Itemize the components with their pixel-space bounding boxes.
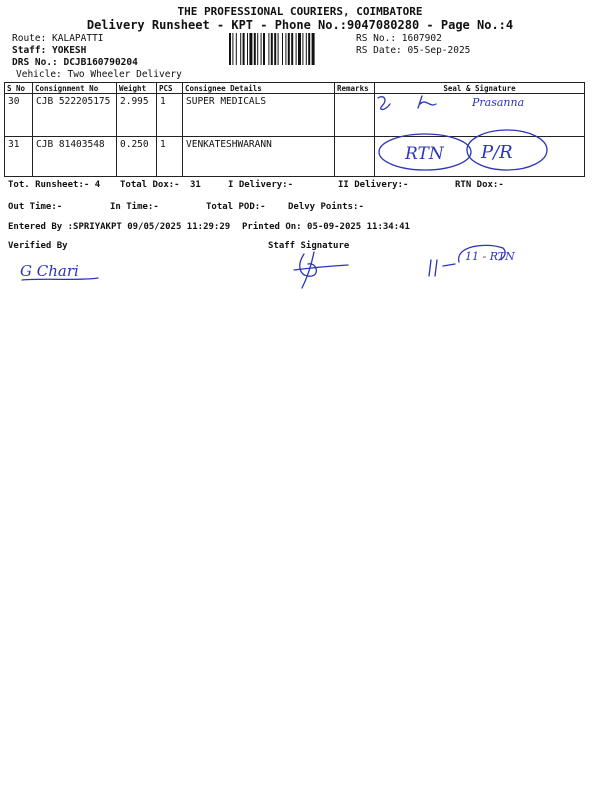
delvy-points: Delvy Points:- bbox=[288, 202, 364, 212]
barcode-bar bbox=[312, 33, 315, 65]
svg-text:P/R: P/R bbox=[481, 142, 513, 163]
i-delivery: I Delivery:- bbox=[228, 180, 294, 190]
tot-runsheet: Tot. Runsheet:- 4 bbox=[8, 180, 101, 190]
out-time: Out Time:- bbox=[8, 202, 63, 212]
col-header-pcs: PCS bbox=[157, 83, 183, 94]
staff-signature-scribble bbox=[290, 248, 360, 293]
row-remarks bbox=[335, 137, 375, 177]
row-consignee: VENKATESHWARANN bbox=[183, 137, 335, 177]
svg-text:Prasanna: Prasanna bbox=[472, 96, 525, 109]
staff-signature-label: Staff Signature bbox=[268, 241, 350, 251]
row-weight: 0.250 bbox=[117, 137, 157, 177]
row-weight: 2.995 bbox=[117, 94, 157, 137]
printed-on: Printed On: 05-09-2025 11:34:41 bbox=[242, 222, 410, 232]
barcode-bar bbox=[240, 33, 241, 65]
col-header-remarks: Remarks bbox=[335, 83, 375, 94]
entered-by: Entered By :SPRIYAKPT 09/05/2025 11:29:29 bbox=[8, 222, 231, 232]
barcode-bar bbox=[268, 33, 269, 65]
row-consignment: CJB 81403548 bbox=[33, 137, 117, 177]
barcode-bar bbox=[254, 33, 256, 65]
barcode-bar bbox=[308, 33, 310, 65]
rtn-dox: RTN Dox:- bbox=[455, 180, 504, 190]
company-title: THE PROFESSIONAL COURIERS, COIMBATORE bbox=[177, 5, 423, 18]
svg-text:11 - RTN: 11 - RTN bbox=[465, 250, 515, 263]
drs-number: DRS No.: DCJB160790204 bbox=[12, 57, 138, 68]
barcode-bar bbox=[278, 33, 279, 65]
col-header-seal: Seal & Signature bbox=[375, 83, 585, 94]
barcode-bar bbox=[247, 33, 248, 65]
barcode-bar bbox=[285, 33, 286, 65]
verifier-signature bbox=[18, 256, 108, 286]
barcode-bar bbox=[274, 33, 276, 65]
rs-date: RS Date: 05-Sep-2025 bbox=[356, 45, 471, 56]
verified-by-label: Verified By bbox=[8, 241, 68, 251]
barcode-bar bbox=[302, 33, 303, 65]
ii-delivery: II Delivery:- bbox=[338, 180, 409, 190]
col-header-consignee: Consignee Details bbox=[183, 83, 335, 94]
rs-number: RS No.: 1607902 bbox=[356, 33, 442, 44]
total-dox-value: 31 bbox=[190, 180, 201, 190]
row-pcs: 1 bbox=[157, 137, 183, 177]
rtn-stamp-scribble bbox=[375, 126, 555, 186]
staff-label: Staff: YOKESH bbox=[12, 45, 87, 56]
col-header-sno: S No bbox=[5, 83, 33, 94]
barcode-bar bbox=[288, 33, 290, 65]
row-consignee: SUPER MEDICALS bbox=[183, 94, 335, 137]
barcode-bar bbox=[232, 33, 233, 65]
svg-text:G Chari: G Chari bbox=[20, 262, 79, 280]
vehicle-label: Vehicle: Two Wheeler Delivery bbox=[16, 69, 182, 80]
total-pod: Total POD:- bbox=[206, 202, 266, 212]
barcode-bar bbox=[296, 33, 297, 65]
barcode-bar bbox=[306, 33, 307, 65]
row-sno: 31 bbox=[5, 137, 33, 177]
svg-text:RTN: RTN bbox=[405, 144, 444, 164]
runsheet-title: Delivery Runsheet - KPT - Phone No.:9047080280 - Page No.:4 bbox=[86, 18, 514, 32]
barcode-bar bbox=[229, 33, 231, 65]
row-sno: 30 bbox=[5, 94, 33, 137]
rtn-count-note bbox=[425, 236, 525, 281]
barcode-bar bbox=[298, 33, 301, 65]
route-label: Route: KALAPATTI bbox=[12, 33, 104, 44]
col-header-weight: Weight bbox=[117, 83, 157, 94]
barcode-bar bbox=[257, 33, 258, 65]
barcode-bar bbox=[249, 33, 252, 65]
barcode-bar bbox=[263, 33, 265, 65]
in-time: In Time:- bbox=[110, 202, 159, 212]
col-header-consignment: Consignment No bbox=[33, 83, 117, 94]
total-dox-label: Total Dox:- bbox=[120, 180, 180, 190]
barcode-bar bbox=[282, 33, 283, 65]
row-pcs: 1 bbox=[157, 94, 183, 137]
barcode-image bbox=[228, 33, 350, 65]
barcode-bar bbox=[243, 33, 245, 65]
row-remarks bbox=[335, 94, 375, 137]
barcode-bar bbox=[291, 33, 293, 65]
barcode-bar bbox=[236, 33, 237, 65]
row1-handwritten-note bbox=[470, 92, 560, 116]
barcode-bar bbox=[271, 33, 273, 65]
row-consignment: CJB 522205175 bbox=[33, 94, 117, 137]
barcode-bar bbox=[261, 33, 262, 65]
